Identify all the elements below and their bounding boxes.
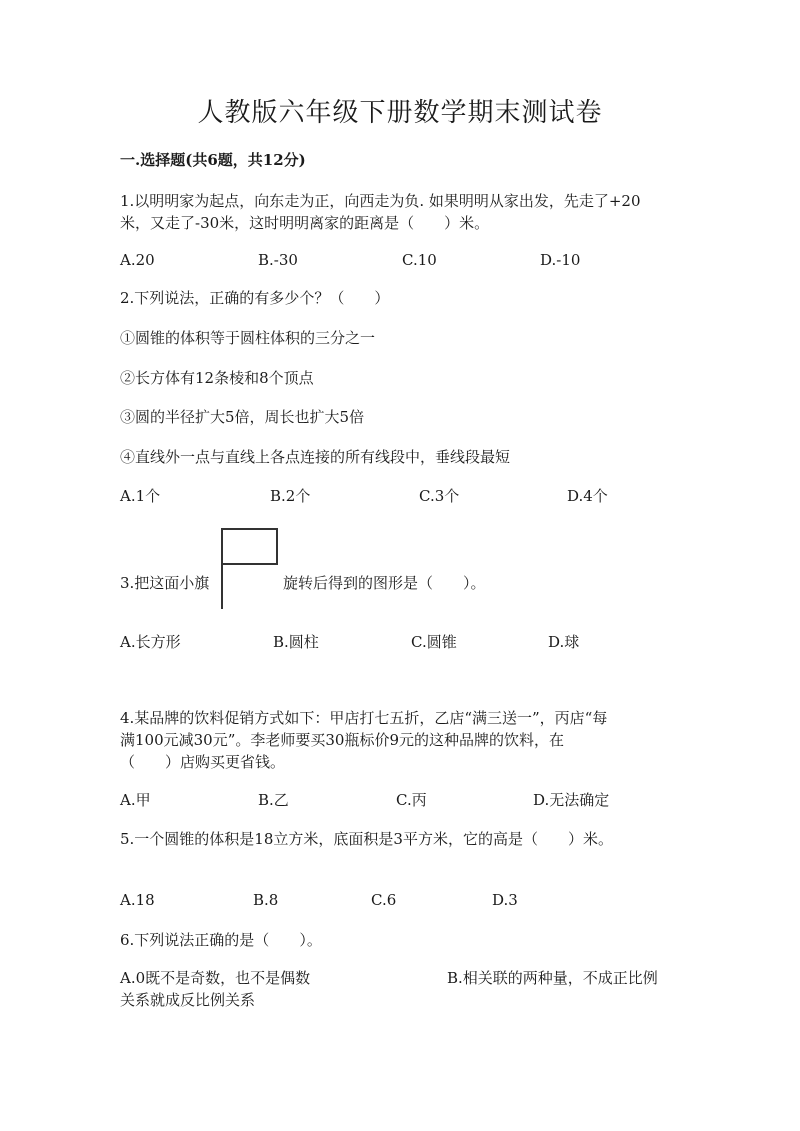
question-1-option-b: B.-30 bbox=[258, 251, 298, 269]
question-3-option-b: B.圆柱 bbox=[273, 633, 319, 651]
section-heading: 一.选择题(共6题，共12分) bbox=[120, 151, 306, 169]
question-3-text-before-flag: 3.把这面小旗 bbox=[120, 574, 210, 592]
page-title: 人教版六年级下册数学期末测试卷 bbox=[197, 98, 603, 128]
flag-cloth bbox=[222, 529, 277, 564]
question-5-option-b: B.8 bbox=[253, 891, 279, 909]
question-2-option-d: D.4个 bbox=[567, 487, 608, 505]
question-4-line-2: 满100元减30元”。李老师要买30瓶标价9元的这种品牌的饮料，在 bbox=[120, 731, 565, 749]
question-3-option-a: A.长方形 bbox=[120, 633, 181, 651]
question-1-line-1: 1.以明明家为起点，向东走为正，向西走为负. 如果明明从家出发，先走了+20 bbox=[120, 192, 641, 210]
question-4-option-a: A.甲 bbox=[120, 791, 151, 809]
question-6-option-b-continuation: 关系就成反比例关系 bbox=[120, 991, 256, 1009]
question-2-option-b: B.2个 bbox=[270, 487, 311, 505]
question-5-option-a: A.18 bbox=[120, 891, 155, 909]
question-4-line-3: （ ）店购买更省钱。 bbox=[120, 753, 286, 771]
question-3-option-d: D.球 bbox=[548, 633, 580, 651]
question-1-option-d: D.-10 bbox=[540, 251, 581, 269]
question-2-statement-2: ②长方体有12条棱和8个顶点 bbox=[120, 369, 314, 387]
question-5-option-c: C.6 bbox=[371, 891, 397, 909]
question-6-line-1: 6.下列说法正确的是（ ）。 bbox=[120, 931, 322, 949]
flag-figure bbox=[218, 527, 282, 611]
question-4-option-c: C.丙 bbox=[396, 791, 427, 809]
question-2-option-c: C.3个 bbox=[419, 487, 460, 505]
question-2-statement-4: ④直线外一点与直线上各点连接的所有线段中，垂线段最短 bbox=[120, 448, 511, 466]
question-1-option-c: C.10 bbox=[402, 251, 437, 269]
question-1-option-a: A.20 bbox=[120, 251, 155, 269]
question-4-option-b: B.乙 bbox=[258, 791, 289, 809]
question-2-line-1: 2.下列说法，正确的有多少个？（ ） bbox=[120, 289, 390, 307]
flag-icon bbox=[218, 527, 282, 611]
question-2-statement-3: ③圆的半径扩大5倍，周长也扩大5倍 bbox=[120, 408, 365, 426]
question-4-line-1: 4.某品牌的饮料促销方式如下：甲店打七五折，乙店“满三送一”，丙店“每 bbox=[120, 709, 608, 727]
question-6-option-a: A.0既不是奇数，也不是偶数 bbox=[120, 969, 311, 987]
question-2-option-a: A.1个 bbox=[120, 487, 161, 505]
question-3-option-c: C.圆锥 bbox=[411, 633, 457, 651]
question-2-statement-1: ①圆锥的体积等于圆柱体积的三分之一 bbox=[120, 329, 376, 347]
question-5-option-d: D.3 bbox=[492, 891, 518, 909]
question-5-line-1: 5.一个圆锥的体积是18立方米，底面积是3平方米，它的高是（ ）米。 bbox=[120, 830, 613, 848]
question-6-option-b: B.相关联的两种量，不成正比例 bbox=[447, 969, 658, 987]
question-1-line-2: 米，又走了-30米，这时明明离家的距离是（ ）米。 bbox=[120, 214, 490, 232]
question-3-text-after-flag: 旋转后得到的图形是（ ）。 bbox=[283, 574, 486, 592]
question-4-option-d: D.无法确定 bbox=[533, 791, 610, 809]
